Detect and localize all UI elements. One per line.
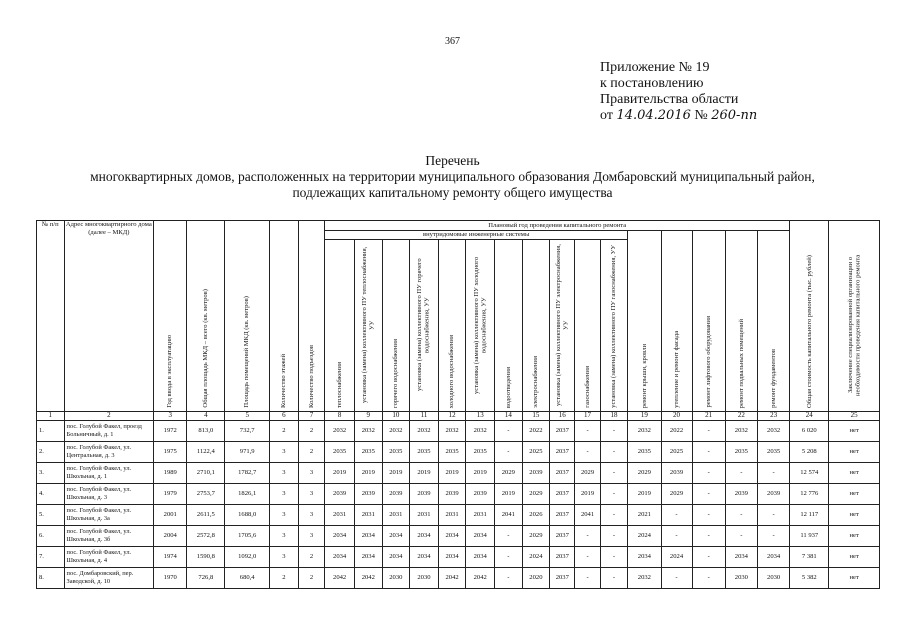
table-cell: - [600,441,628,462]
table-cell: 2025 [661,441,692,462]
header-work-3-label: ремонт лифтового оборудования [704,316,712,408]
table-cell: нет [829,441,880,462]
table-cell: - [600,420,628,441]
header-conclusion [829,221,880,412]
column-number: 22 [725,411,757,420]
table-row [37,567,880,588]
header-area-total-label: Общая площадь МКД – всего (кв. метров) [202,289,210,408]
table-cell: 2039 [725,483,757,504]
table-cell: 2032 [466,420,495,441]
table-cell: 2025 [522,441,550,462]
table-cell: 2037 [550,420,575,441]
column-number: 10 [382,411,410,420]
table-cell: - [495,546,523,567]
table-cell: 2019 [410,462,439,483]
header-entrances [298,221,324,412]
table-cell: 2034 [325,525,355,546]
table-cell: 2572,8 [187,525,225,546]
header-system-9 [550,240,575,412]
header-address: Адрес многоквартирного дома (далее – МКД) [64,221,154,412]
table-cell: 2035 [725,441,757,462]
header-system-4-label: установка (замена) коллективного ПУ горячего водоснабжения, УУ [416,258,431,392]
column-number: 23 [757,411,789,420]
table-cell: - [692,504,725,525]
table-cell: 3 [270,441,299,462]
column-number: 11 [410,411,439,420]
row-number-cell: 3. [37,462,65,483]
column-number: 21 [692,411,725,420]
table-cell: 2032 [355,420,383,441]
table-cell: 2035 [382,441,410,462]
table-cell: - [600,504,628,525]
table-cell: 2001 [154,504,187,525]
table-cell: 726,8 [187,567,225,588]
table-cell: 2034 [382,546,410,567]
header-system-4 [410,240,439,412]
address-cell: пос. Голубой Факел, ул. Школьная, д. 1 [64,462,154,483]
date-prefix: от [600,108,613,123]
table-cell: - [692,567,725,588]
table-cell: 2032 [325,420,355,441]
address-cell: пос. Голубой Факел, ул. Школьная, д. 3а [64,504,154,525]
table-cell: 3 [270,504,299,525]
table-cell: 2031 [382,504,410,525]
table-cell: 2021 [628,504,661,525]
table-cell: 2034 [410,525,439,546]
header-system-10 [575,240,600,412]
table-cell: нет [829,504,880,525]
table-cell: - [575,420,600,441]
table-cell: нет [829,462,880,483]
table-cell: 2022 [522,420,550,441]
table-cell: 2034 [466,546,495,567]
column-number: 13 [466,411,495,420]
table-cell: 2611,5 [187,504,225,525]
table-cell: 2041 [575,504,600,525]
column-number: 6 [270,411,299,420]
header-work-4-label: ремонт подвальных помещений [737,318,745,408]
table-cell: 2030 [382,567,410,588]
table-cell: 1989 [154,462,187,483]
table-cell: 2034 [466,525,495,546]
table-cell: 2039 [410,483,439,504]
column-number: 14 [495,411,523,420]
address-cell: пос. Голубой Факел, ул. Школьная, д. 3 [64,483,154,504]
table-cell: 2032 [438,420,466,441]
table-cell: 2034 [628,546,661,567]
table-cell: 2037 [550,441,575,462]
table-cell: 2019 [438,462,466,483]
table-cell: 12 776 [790,483,829,504]
address-cell: пос. Домбаровский, пер. Заводской, д. 10 [64,567,154,588]
table-cell: - [661,567,692,588]
table-cell: - [692,546,725,567]
table-cell: 2031 [466,504,495,525]
appendix-line-2: к постановлению [600,76,704,91]
table-cell: - [495,567,523,588]
table-cell: - [757,504,789,525]
header-system-1-label: теплоснабжения [335,361,343,408]
header-system-11 [600,240,628,412]
table-cell: 2034 [355,525,383,546]
table-cell: - [495,525,523,546]
table-cell: 2 [298,441,324,462]
header-system-7-label: водоотведения [504,366,512,408]
table-cell: - [575,546,600,567]
header-area-rooms [225,221,270,412]
table-cell: 2031 [325,504,355,525]
header-system-1 [325,240,355,412]
row-number-cell: 1. [37,420,65,441]
table-cell: 2 [270,567,299,588]
table-cell: 2004 [154,525,187,546]
table-cell: 2034 [410,546,439,567]
table-cell: 971,9 [225,441,270,462]
table-cell: 3 [270,525,299,546]
table-cell: 3 [270,546,299,567]
table-cell: 1688,0 [225,504,270,525]
header-system-5 [438,240,466,412]
table-cell: нет [829,483,880,504]
header-year-label: Год ввода в эксплуатацию [166,335,174,408]
table-cell: нет [829,420,880,441]
title-line-2: многоквартирных домов, расположенных на территории муниципального образования Домбаровский муниципальный район, [90,169,815,184]
table-cell: 2032 [628,567,661,588]
header-planned-year: Плановый год проведения капитального ремонта [325,221,790,231]
table-row [37,525,880,546]
table-cell: 3 [270,483,299,504]
table-cell: 2 [298,546,324,567]
row-number-cell: 8. [37,567,65,588]
table-cell: 2029 [575,462,600,483]
table-cell: 5 208 [790,441,829,462]
table-cell: - [600,546,628,567]
column-number: 9 [355,411,383,420]
table-cell: 1092,0 [225,546,270,567]
header-system-3 [382,240,410,412]
table-cell: 11 937 [790,525,829,546]
table-cell: 1122,4 [187,441,225,462]
table-cell: 3 [298,525,324,546]
table-cell: нет [829,546,880,567]
table-cell: - [757,462,789,483]
table-cell: 2019 [575,483,600,504]
table-cell: 1826,1 [225,483,270,504]
column-number: 18 [600,411,628,420]
header-system-9-label: установка (замена) коллективного ПУ электроснабжения, УУ [554,244,570,406]
table-cell: 2039 [355,483,383,504]
table-cell: 1979 [154,483,187,504]
table-cell: - [692,420,725,441]
header-year [154,221,187,412]
column-number: 4 [187,411,225,420]
table-cell: 2039 [466,483,495,504]
header-system-2 [355,240,383,412]
header-work-2-label: утепление и ремонт фасада [672,331,680,408]
table-cell: - [661,504,692,525]
table-cell: 1975 [154,441,187,462]
table-row [37,546,880,567]
table-cell: нет [829,567,880,588]
table-cell: 2039 [325,483,355,504]
row-number-cell: 6. [37,525,65,546]
header-total-cost-label: Общая стоимость капитального ремонта (тыс. рублей) [805,254,813,408]
column-number: 20 [661,411,692,420]
table-cell: 2039 [382,483,410,504]
header-system-10-label: газоснабжения [583,366,591,408]
table-cell: 2024 [661,546,692,567]
table-cell: 2030 [757,567,789,588]
table-cell: 2039 [438,483,466,504]
table-cell: 2032 [410,420,439,441]
column-number: 12 [438,411,466,420]
table-cell: 2032 [725,420,757,441]
table-cell: - [692,483,725,504]
table-cell: 2031 [355,504,383,525]
column-number: 25 [829,411,880,420]
table-cell: 1705,6 [225,525,270,546]
title-line-3: подлежащих капитальному ремонту общего имущества [292,185,613,200]
header-floors-label: Количество этажей [280,354,288,408]
table-cell: 5 382 [790,567,829,588]
header-work-5-label: ремонт фундаментов [769,349,777,408]
column-number: 24 [790,411,829,420]
column-number: 16 [550,411,575,420]
table-cell: - [600,483,628,504]
header-work-2 [661,231,692,412]
table-cell: 2031 [438,504,466,525]
table-cell: 2031 [410,504,439,525]
table-row [37,483,880,504]
table-cell: 2034 [355,546,383,567]
header-system-7 [495,240,523,412]
table-cell: 2026 [522,504,550,525]
table-cell: 2030 [410,567,439,588]
table-cell: 2034 [438,525,466,546]
table-cell: 2037 [550,504,575,525]
row-number-cell: 4. [37,483,65,504]
header-total-cost [790,221,829,412]
appendix-date-line [600,108,757,124]
header-work-5 [757,231,789,412]
table-cell: 6 020 [790,420,829,441]
table-cell: 1970 [154,567,187,588]
table-cell: - [575,525,600,546]
number-sign: № [694,108,708,123]
table-cell: - [692,462,725,483]
table-cell: 2037 [550,483,575,504]
title-line-1: Перечень [425,153,480,168]
table-cell: 2020 [522,567,550,588]
table-row [37,420,880,441]
header-system-8 [522,240,550,412]
table-cell: - [757,525,789,546]
header-work-1-label: ремонт крыши, кровли [640,343,648,408]
table-cell: - [692,441,725,462]
header-work-3 [692,231,725,412]
table-cell: 2037 [550,525,575,546]
table-cell: 2034 [382,525,410,546]
row-number-cell: 2. [37,441,65,462]
table-cell: 2035 [757,441,789,462]
header-system-5-label: холодного водоснабжения [448,334,456,408]
appendix-block [600,60,757,124]
table-cell: 2034 [325,546,355,567]
column-number: 5 [225,411,270,420]
column-number: 19 [628,411,661,420]
table-cell: 2035 [325,441,355,462]
table-cell: 2035 [438,441,466,462]
table-cell: 2029 [495,462,523,483]
column-number: 1 [37,411,65,420]
header-system-6-label: установка (замена) коллективного ПУ холодного водоснабжения, УУ [472,256,488,394]
table-cell: 2035 [355,441,383,462]
table-cell: 2029 [522,483,550,504]
table-cell: 3 [298,462,324,483]
handwritten-number: 260-пп [711,108,758,123]
table-cell: 2710,1 [187,462,225,483]
table-row [37,462,880,483]
table-cell: 2035 [466,441,495,462]
table-cell: 2041 [495,504,523,525]
table-cell: 2022 [661,420,692,441]
header-work-1 [628,231,661,412]
table-cell: 2034 [438,546,466,567]
table-cell: нет [829,525,880,546]
document-title [20,153,885,201]
table-cell: - [495,420,523,441]
table-cell: 2753,7 [187,483,225,504]
table-cell: 2032 [382,420,410,441]
address-cell: пос. Голубой Факел, ул. Школьная, д. 4 [64,546,154,567]
table-cell: - [725,525,757,546]
header-system-6 [466,240,495,412]
table-cell: 2019 [628,483,661,504]
table-cell: 1972 [154,420,187,441]
table-cell: 2032 [757,420,789,441]
table-cell: 2037 [550,546,575,567]
table-cell: 2037 [550,567,575,588]
table-cell: 12 117 [790,504,829,525]
table-cell: - [575,567,600,588]
table-cell: - [692,525,725,546]
header-engineering-systems: внутридомовые инженерные системы [325,231,628,240]
address-cell: пос. Голубой Факел, проезд Больничный, д. 1 [64,420,154,441]
header-area-rooms-label: Площадь помещений МКД (кв. метров) [243,296,251,408]
table-cell: 2030 [725,567,757,588]
table-cell: 2039 [522,462,550,483]
table-cell: 680,4 [225,567,270,588]
table-cell: 2 [298,567,324,588]
table-cell: 2 [298,420,324,441]
address-cell: пос. Голубой Факел, ул. Центральная, д. 3 [64,441,154,462]
header-system-3-label: горячего водоснабжения [392,339,400,408]
table-cell: 2029 [522,525,550,546]
header-floors [270,221,299,412]
column-number: 8 [325,411,355,420]
table-cell: 3 [270,462,299,483]
header-entrances-label: Количество подъездов [307,345,315,408]
table-cell: 2019 [325,462,355,483]
table-cell: 1974 [154,546,187,567]
table-cell: 2019 [466,462,495,483]
header-work-4 [725,231,757,412]
table-cell: 2034 [725,546,757,567]
table-cell: 2042 [466,567,495,588]
table-cell: 732,7 [225,420,270,441]
table-cell: - [725,462,757,483]
table-cell: 2034 [757,546,789,567]
table-cell: 2042 [325,567,355,588]
table-row [37,504,880,525]
table-cell: 2032 [628,420,661,441]
row-number-cell: 5. [37,504,65,525]
address-cell: пос. Голубой Факел, ул. Школьная, д. 3б [64,525,154,546]
header-num: № п/п [37,221,65,412]
table-cell: - [600,525,628,546]
table-cell: 2039 [757,483,789,504]
table-cell: 2042 [438,567,466,588]
table-cell: 3 [298,483,324,504]
table-cell: 2035 [628,441,661,462]
table-cell: 2019 [495,483,523,504]
column-number: 3 [154,411,187,420]
table-cell: 2042 [355,567,383,588]
table-cell: 2 [270,420,299,441]
header-conclusion-label: Заключение специализированной организации о необходимости проведения капитального ремонта [846,254,862,396]
table-cell: 2024 [628,525,661,546]
page-number: 367 [445,36,460,47]
table-cell: - [725,504,757,525]
header-system-8-label: электроснабжения [532,356,540,408]
table-cell: 1782,7 [225,462,270,483]
table-cell: - [600,462,628,483]
table-cell: 2019 [382,462,410,483]
table-cell: 2019 [355,462,383,483]
appendix-line-1: Приложение № 19 [600,60,710,75]
table-cell: 2037 [550,462,575,483]
appendix-line-3: Правительства области [600,92,739,107]
table-cell: - [495,441,523,462]
table-cell: 813,0 [187,420,225,441]
table-cell: - [600,567,628,588]
table-cell: 1590,8 [187,546,225,567]
column-number: 2 [64,411,154,420]
table-row [37,441,880,462]
column-number: 17 [575,411,600,420]
table-cell: 3 [298,504,324,525]
table-cell: 2039 [661,462,692,483]
header-system-11-label: установка (замена) коллективного ПУ газоснабжения, УУ [610,245,618,408]
handwritten-date: 14.04.2016 [616,108,691,123]
column-numbers-row [37,411,880,420]
row-number-cell: 7. [37,546,65,567]
houses-table [36,220,880,589]
table-cell: 2029 [628,462,661,483]
header-area-total [187,221,225,412]
column-number: 15 [522,411,550,420]
table-cell: 2029 [661,483,692,504]
table-cell: 7 381 [790,546,829,567]
table-cell: - [575,441,600,462]
table-cell: 12 574 [790,462,829,483]
column-number: 7 [298,411,324,420]
table-cell: 2035 [410,441,439,462]
header-system-2-label: установка (замена) коллективного ПУ теплоснабжения, УУ [360,246,376,404]
table-cell: - [661,525,692,546]
table-cell: 2024 [522,546,550,567]
